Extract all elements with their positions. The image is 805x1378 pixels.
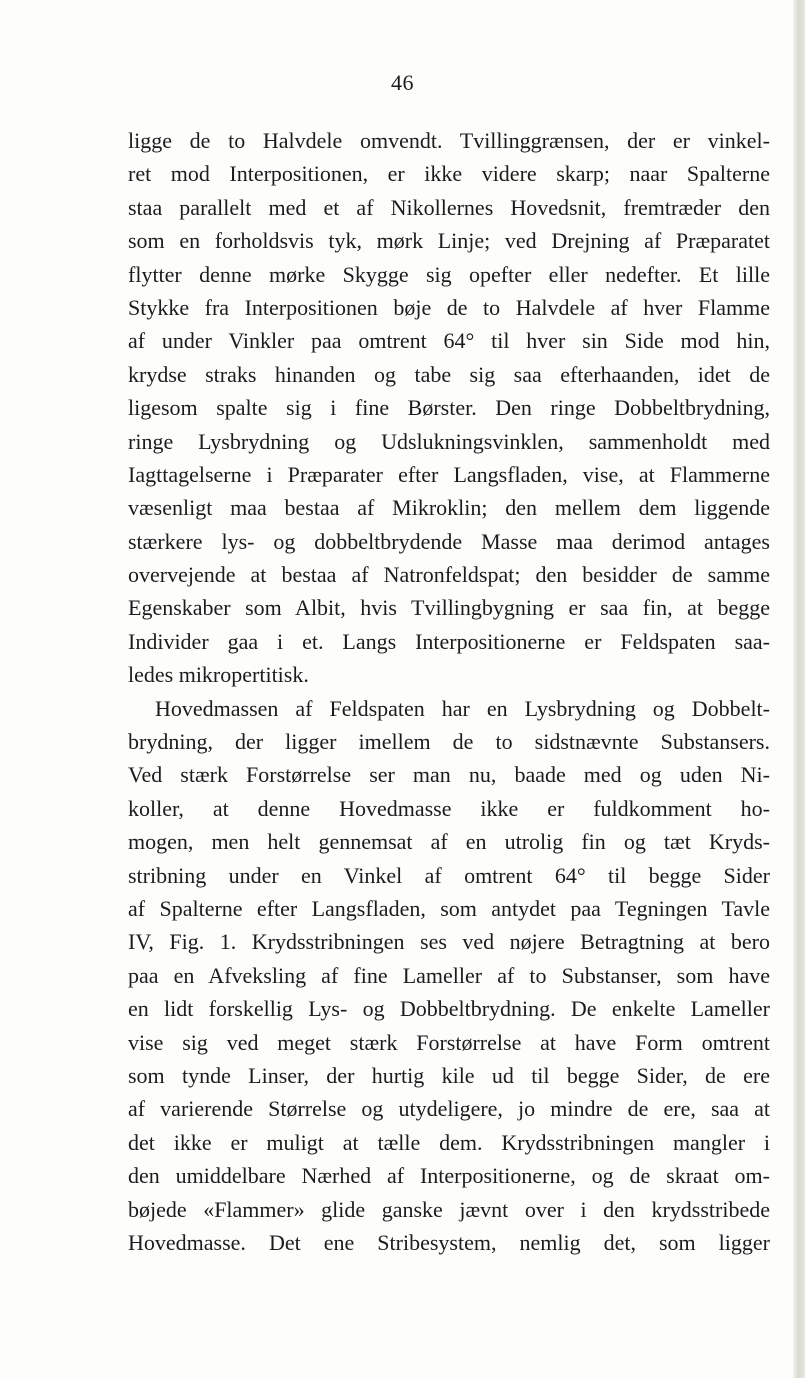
text-line: ligesom spalte sig i fine Børster. Den ringe Dobbeltbrydning, (128, 395, 770, 421)
text-line: væsenligt maa bestaa af Mikroklin; den mellem dem liggende (128, 495, 770, 521)
text-line: overvejende at bestaa af Natronfeldspat; den besidder de samme (128, 562, 770, 588)
text-line: Egenskaber som Albit, hvis Tvillingbygning er saa fin, at begge (128, 595, 770, 621)
text-line: Hovedmasse. Det ene Stribesystem, nemlig det, som ligger (128, 1229, 770, 1255)
text-line: Individer gaa i et. Langs Interpositionerne er Feldspaten saa- (128, 628, 770, 654)
body-text (128, 124, 770, 1259)
text-line: mogen, men helt gennemsat af en utrolig fin og tæt Kryds- (128, 829, 770, 855)
text-line: staa parallelt med et af Nikollernes Hovedsnit, fremtræder den (128, 194, 770, 220)
text-line: stærkere lys- og dobbeltbrydende Masse maa derimod antages (128, 528, 770, 554)
text-line: Hovedmassen af Feldspaten har en Lysbrydning og Dobbelt- (155, 695, 770, 721)
text-line: ligge de to Halvdele omvendt. Tvillinggrænsen, der er vinkel- (128, 128, 770, 153)
text-line: vise sig ved meget stærk Forstørrelse at have Form omtrent (128, 1029, 770, 1055)
text-line: koller, at denne Hovedmasse ikke er fuldkomment ho- (128, 795, 770, 821)
text-line: som tynde Linser, der hurtig kile ud til begge Sider, de ere (128, 1062, 770, 1088)
text-line: brydning, der ligger imellem de to sidstnævnte Substansers. (128, 729, 770, 755)
text-line: af varierende Størrelse og utydeligere, jo mindre de ere, saa at (128, 1096, 770, 1122)
text-line: af under Vinkler paa omtrent 64° til hver sin Side mod hin, (128, 328, 770, 354)
page-number: 46 (391, 70, 414, 95)
text-line: det ikke er muligt at tælle dem. Krydsstribningen mangler i (128, 1129, 770, 1155)
text-line: krydse straks hinanden og tabe sig saa efterhaanden, idet de (128, 361, 770, 387)
text-line: som en forholdsvis tyk, mørk Linje; ved Drejning af Præparatet (128, 228, 770, 254)
text-line: af Spalterne efter Langsfladen, som antydet paa Tegningen Tavle (128, 895, 770, 921)
text-line: ledes mikropertitisk. (128, 662, 309, 688)
text-line: paa en Afveksling af fine Lameller af to Substanser, som have (128, 962, 770, 988)
text-line: IV, Fig. 1. Krydsstribningen ses ved nøjere Betragtning at bero (128, 929, 770, 955)
text-line: ringe Lysbrydning og Udslukningsvinklen, sammenholdt med (128, 428, 770, 454)
text-line: bøjede «Flammer» glide ganske jævnt over i den krydsstribede (128, 1196, 770, 1222)
text-line: Iagttagelserne i Præparater efter Langsfladen, vise, at Flammerne (128, 461, 770, 487)
text-line: en lidt forskellig Lys- og Dobbeltbrydning. De enkelte Lameller (128, 996, 770, 1022)
text-line: flytter denne mørke Skygge sig opefter eller nedefter. Et lille (128, 261, 770, 287)
text-line: Stykke fra Interpositionen bøje de to Halvdele af hver Flamme (128, 294, 770, 320)
page-edge-shadow (793, 0, 805, 1378)
text-line: ret mod Interpositionen, er ikke videre skarp; naar Spalterne (128, 161, 770, 187)
text-line: Ved stærk Forstørrelse ser man nu, baade med og uden Ni- (128, 762, 770, 788)
text-line: den umiddelbare Nærhed af Interpositionerne, og de skraat om- (128, 1163, 770, 1189)
text-line: stribning under en Vinkel af omtrent 64° til begge Sider (128, 862, 770, 888)
